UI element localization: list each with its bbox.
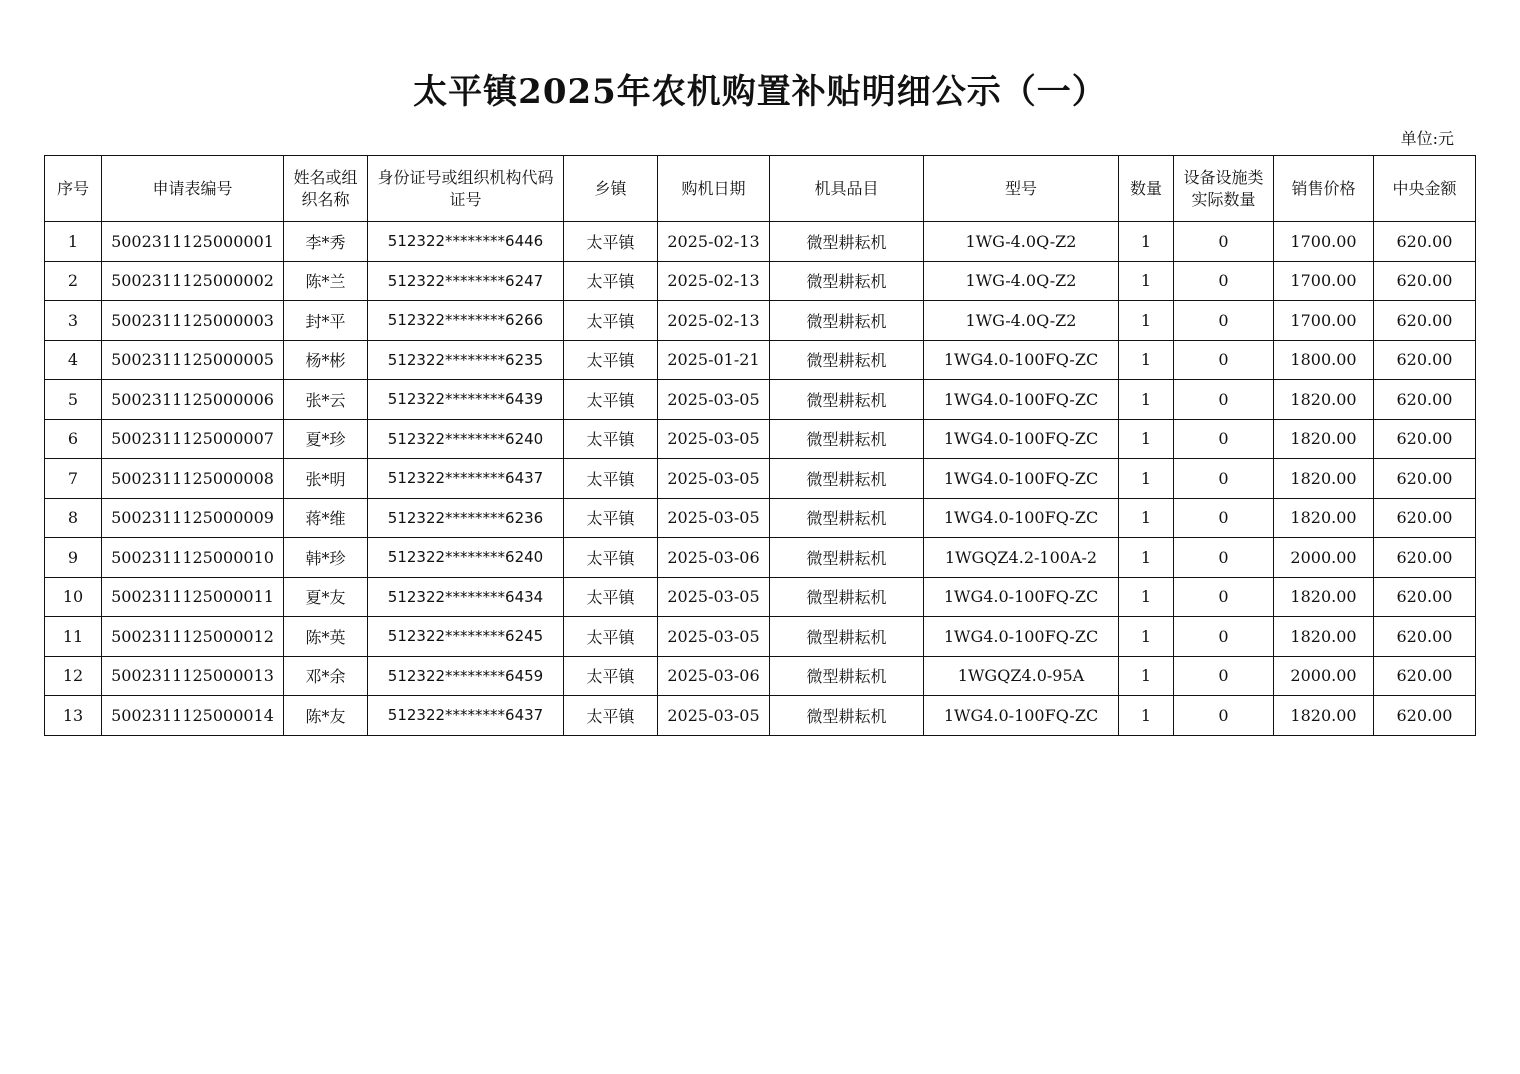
cell-name: 陈*兰: [284, 261, 368, 301]
header-row: [45, 156, 1476, 222]
cell-central-amount: 620.00: [1374, 340, 1476, 380]
cell-model: 1WG4.0-100FQ-ZC: [924, 696, 1119, 736]
cell-id-number: 512322********6240: [368, 538, 564, 578]
cell-application-no: 5002311125000013: [102, 656, 284, 696]
table-row: [45, 301, 1476, 341]
cell-name: 夏*珍: [284, 419, 368, 459]
cell-quantity: 1: [1119, 656, 1174, 696]
cell-sale-price: 1820.00: [1274, 617, 1374, 657]
cell-central-amount: 620.00: [1374, 301, 1476, 341]
cell-machine-category: 微型耕耘机: [770, 222, 924, 262]
cell-quantity: 1: [1119, 577, 1174, 617]
cell-central-amount: 620.00: [1374, 696, 1476, 736]
cell-application-no: 5002311125000012: [102, 617, 284, 657]
cell-name: 陈*英: [284, 617, 368, 657]
cell-central-amount: 620.00: [1374, 656, 1476, 696]
header-cell-name: 姓名或组织名称: [284, 156, 368, 222]
cell-purchase-date: 2025-03-05: [658, 419, 770, 459]
cell-application-no: 5002311125000001: [102, 222, 284, 262]
cell-township: 太平镇: [564, 617, 658, 657]
cell-machine-category: 微型耕耘机: [770, 261, 924, 301]
header-cell-model: 型号: [924, 156, 1119, 222]
header-cell-township: 乡镇: [564, 156, 658, 222]
cell-quantity: 1: [1119, 301, 1174, 341]
cell-model: 1WG4.0-100FQ-ZC: [924, 617, 1119, 657]
cell-quantity: 1: [1119, 380, 1174, 420]
cell-township: 太平镇: [564, 340, 658, 380]
cell-machine-category: 微型耕耘机: [770, 301, 924, 341]
cell-purchase-date: 2025-03-05: [658, 617, 770, 657]
cell-machine-category: 微型耕耘机: [770, 498, 924, 538]
cell-sale-price: 2000.00: [1274, 538, 1374, 578]
cell-central-amount: 620.00: [1374, 419, 1476, 459]
cell-index: 10: [45, 577, 102, 617]
cell-facility-quantity: 0: [1174, 696, 1274, 736]
cell-purchase-date: 2025-02-13: [658, 261, 770, 301]
table-row: [45, 222, 1476, 262]
cell-application-no: 5002311125000002: [102, 261, 284, 301]
cell-application-no: 5002311125000010: [102, 538, 284, 578]
cell-index: 6: [45, 419, 102, 459]
cell-machine-category: 微型耕耘机: [770, 340, 924, 380]
cell-model: 1WG4.0-100FQ-ZC: [924, 419, 1119, 459]
cell-purchase-date: 2025-03-06: [658, 538, 770, 578]
cell-model: 1WG4.0-100FQ-ZC: [924, 380, 1119, 420]
cell-township: 太平镇: [564, 222, 658, 262]
header-cell-machine-category: 机具品目: [770, 156, 924, 222]
cell-central-amount: 620.00: [1374, 498, 1476, 538]
cell-id-number: 512322********6437: [368, 459, 564, 499]
header-cell-sale-price: 销售价格: [1274, 156, 1374, 222]
cell-index: 2: [45, 261, 102, 301]
header-cell-index: 序号: [45, 156, 102, 222]
cell-central-amount: 620.00: [1374, 222, 1476, 262]
cell-name: 邓*余: [284, 656, 368, 696]
cell-facility-quantity: 0: [1174, 222, 1274, 262]
table-row: [45, 577, 1476, 617]
cell-model: 1WG4.0-100FQ-ZC: [924, 498, 1119, 538]
cell-model: 1WG-4.0Q-Z2: [924, 222, 1119, 262]
cell-index: 1: [45, 222, 102, 262]
table-row: [45, 380, 1476, 420]
cell-id-number: 512322********6240: [368, 419, 564, 459]
cell-id-number: 512322********6439: [368, 380, 564, 420]
cell-id-number: 512322********6235: [368, 340, 564, 380]
cell-township: 太平镇: [564, 419, 658, 459]
cell-index: 13: [45, 696, 102, 736]
cell-facility-quantity: 0: [1174, 301, 1274, 341]
cell-township: 太平镇: [564, 301, 658, 341]
cell-id-number: 512322********6236: [368, 498, 564, 538]
cell-sale-price: 1820.00: [1274, 577, 1374, 617]
cell-machine-category: 微型耕耘机: [770, 656, 924, 696]
cell-id-number: 512322********6434: [368, 577, 564, 617]
cell-township: 太平镇: [564, 656, 658, 696]
cell-facility-quantity: 0: [1174, 617, 1274, 657]
cell-model: 1WGQZ4.2-100A-2: [924, 538, 1119, 578]
cell-id-number: 512322********6245: [368, 617, 564, 657]
cell-quantity: 1: [1119, 696, 1174, 736]
cell-application-no: 5002311125000005: [102, 340, 284, 380]
cell-machine-category: 微型耕耘机: [770, 419, 924, 459]
cell-township: 太平镇: [564, 380, 658, 420]
table-row: [45, 459, 1476, 499]
cell-machine-category: 微型耕耘机: [770, 538, 924, 578]
cell-index: 8: [45, 498, 102, 538]
header-cell-quantity: 数量: [1119, 156, 1174, 222]
cell-id-number: 512322********6266: [368, 301, 564, 341]
cell-purchase-date: 2025-01-21: [658, 340, 770, 380]
cell-application-no: 5002311125000006: [102, 380, 284, 420]
cell-sale-price: 1820.00: [1274, 696, 1374, 736]
cell-central-amount: 620.00: [1374, 538, 1476, 578]
cell-name: 封*平: [284, 301, 368, 341]
cell-purchase-date: 2025-03-05: [658, 459, 770, 499]
table-row: [45, 617, 1476, 657]
cell-index: 12: [45, 656, 102, 696]
cell-central-amount: 620.00: [1374, 577, 1476, 617]
cell-quantity: 1: [1119, 617, 1174, 657]
cell-quantity: 1: [1119, 340, 1174, 380]
cell-name: 张*云: [284, 380, 368, 420]
cell-facility-quantity: 0: [1174, 498, 1274, 538]
cell-machine-category: 微型耕耘机: [770, 459, 924, 499]
cell-index: 9: [45, 538, 102, 578]
cell-index: 4: [45, 340, 102, 380]
cell-facility-quantity: 0: [1174, 459, 1274, 499]
header-cell-facility-quantity: 设备设施类实际数量: [1174, 156, 1274, 222]
header-cell-purchase-date: 购机日期: [658, 156, 770, 222]
header-cell-central-amount: 中央金额: [1374, 156, 1476, 222]
cell-central-amount: 620.00: [1374, 617, 1476, 657]
cell-name: 杨*彬: [284, 340, 368, 380]
table-row: [45, 340, 1476, 380]
cell-machine-category: 微型耕耘机: [770, 696, 924, 736]
cell-purchase-date: 2025-03-05: [658, 380, 770, 420]
cell-township: 太平镇: [564, 577, 658, 617]
cell-township: 太平镇: [564, 696, 658, 736]
cell-quantity: 1: [1119, 261, 1174, 301]
cell-machine-category: 微型耕耘机: [770, 380, 924, 420]
cell-township: 太平镇: [564, 538, 658, 578]
cell-facility-quantity: 0: [1174, 380, 1274, 420]
cell-purchase-date: 2025-03-05: [658, 696, 770, 736]
cell-sale-price: 1820.00: [1274, 498, 1374, 538]
cell-facility-quantity: 0: [1174, 656, 1274, 696]
cell-id-number: 512322********6437: [368, 696, 564, 736]
cell-township: 太平镇: [564, 261, 658, 301]
page-title: 太平镇2025年农机购置补贴明细公示（一）: [413, 72, 1107, 112]
cell-index: 3: [45, 301, 102, 341]
cell-model: 1WG4.0-100FQ-ZC: [924, 340, 1119, 380]
cell-township: 太平镇: [564, 459, 658, 499]
cell-facility-quantity: 0: [1174, 340, 1274, 380]
cell-application-no: 5002311125000003: [102, 301, 284, 341]
cell-name: 蒋*维: [284, 498, 368, 538]
table-row: [45, 696, 1476, 736]
subsidy-table: [44, 155, 1476, 736]
cell-sale-price: 1820.00: [1274, 380, 1374, 420]
cell-application-no: 5002311125000007: [102, 419, 284, 459]
cell-application-no: 5002311125000014: [102, 696, 284, 736]
cell-machine-category: 微型耕耘机: [770, 617, 924, 657]
cell-model: 1WG4.0-100FQ-ZC: [924, 459, 1119, 499]
table-row: [45, 656, 1476, 696]
cell-name: 李*秀: [284, 222, 368, 262]
cell-central-amount: 620.00: [1374, 380, 1476, 420]
cell-sale-price: 2000.00: [1274, 656, 1374, 696]
cell-quantity: 1: [1119, 222, 1174, 262]
cell-central-amount: 620.00: [1374, 459, 1476, 499]
cell-machine-category: 微型耕耘机: [770, 577, 924, 617]
cell-facility-quantity: 0: [1174, 261, 1274, 301]
cell-application-no: 5002311125000009: [102, 498, 284, 538]
header-cell-id-number: 身份证号或组织机构代码证号: [368, 156, 564, 222]
table-body: [45, 222, 1476, 736]
cell-sale-price: 1700.00: [1274, 222, 1374, 262]
table-row: [45, 498, 1476, 538]
cell-purchase-date: 2025-03-05: [658, 498, 770, 538]
cell-central-amount: 620.00: [1374, 261, 1476, 301]
cell-sale-price: 1800.00: [1274, 340, 1374, 380]
cell-name: 陈*友: [284, 696, 368, 736]
cell-purchase-date: 2025-03-05: [658, 577, 770, 617]
cell-sale-price: 1820.00: [1274, 419, 1374, 459]
cell-name: 韩*珍: [284, 538, 368, 578]
cell-id-number: 512322********6459: [368, 656, 564, 696]
cell-index: 11: [45, 617, 102, 657]
cell-purchase-date: 2025-02-13: [658, 301, 770, 341]
cell-quantity: 1: [1119, 459, 1174, 499]
cell-quantity: 1: [1119, 538, 1174, 578]
cell-id-number: 512322********6446: [368, 222, 564, 262]
cell-purchase-date: 2025-02-13: [658, 222, 770, 262]
table-row: [45, 261, 1476, 301]
cell-model: 1WG-4.0Q-Z2: [924, 261, 1119, 301]
cell-sale-price: 1820.00: [1274, 459, 1374, 499]
cell-facility-quantity: 0: [1174, 538, 1274, 578]
cell-name: 张*明: [284, 459, 368, 499]
table-row: [45, 419, 1476, 459]
cell-purchase-date: 2025-03-06: [658, 656, 770, 696]
cell-model: 1WGQZ4.0-95A: [924, 656, 1119, 696]
table-row: [45, 538, 1476, 578]
cell-name: 夏*友: [284, 577, 368, 617]
cell-id-number: 512322********6247: [368, 261, 564, 301]
unit-label: 单位:元: [1400, 129, 1454, 148]
cell-quantity: 1: [1119, 419, 1174, 459]
cell-facility-quantity: 0: [1174, 419, 1274, 459]
cell-facility-quantity: 0: [1174, 577, 1274, 617]
cell-sale-price: 1700.00: [1274, 301, 1374, 341]
cell-township: 太平镇: [564, 498, 658, 538]
cell-quantity: 1: [1119, 498, 1174, 538]
header-cell-application-no: 申请表编号: [102, 156, 284, 222]
cell-model: 1WG4.0-100FQ-ZC: [924, 577, 1119, 617]
cell-index: 5: [45, 380, 102, 420]
cell-application-no: 5002311125000011: [102, 577, 284, 617]
cell-model: 1WG-4.0Q-Z2: [924, 301, 1119, 341]
cell-index: 7: [45, 459, 102, 499]
cell-application-no: 5002311125000008: [102, 459, 284, 499]
cell-sale-price: 1700.00: [1274, 261, 1374, 301]
